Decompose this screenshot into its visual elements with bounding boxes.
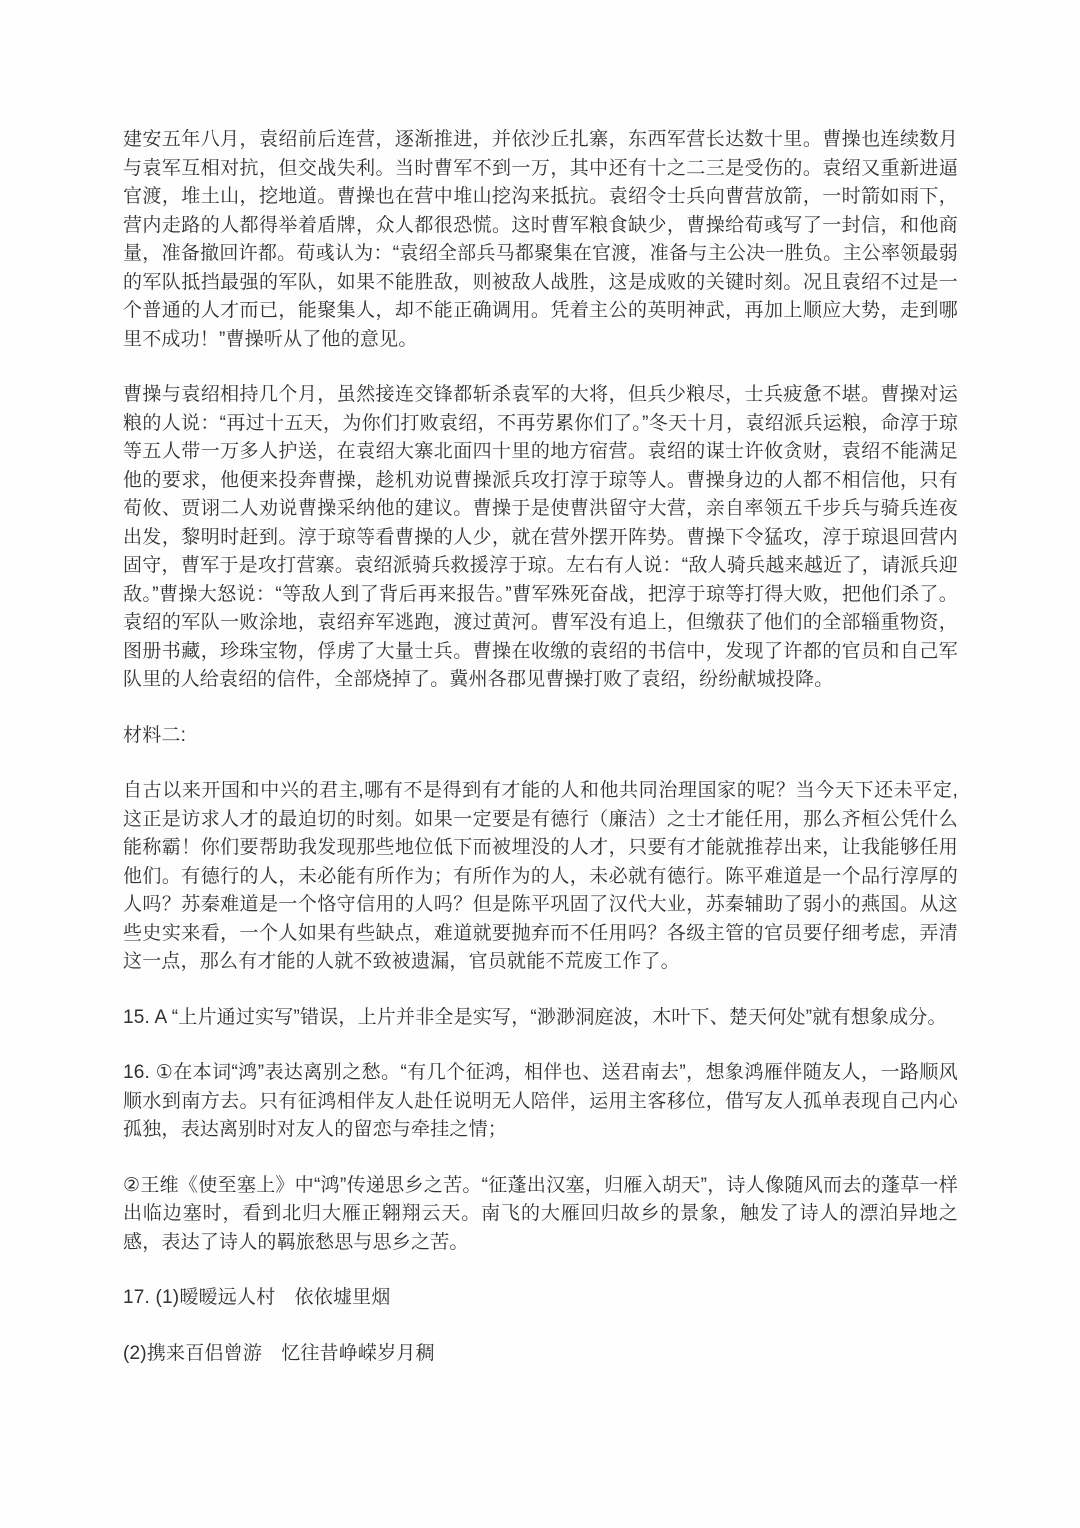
paragraph-material2-body: 自古以来开国和中兴的君主,哪有不是得到有才能的人和他共同治理国家的呢？当今天下还未平定,这正是访求人才的最迫切的时刻。如果一定要是有德行（廉洁）之士才能任用，那么齐桓公凭什么能称霸！你们要帮助我发现那些地位低下而被埋没的人才，只要有才能就推荐出来，让我能够任用他们。有德行的人，未必能有所作为；有所作为的人，未必就有德行。陈平难道是一个品行淳厚的人吗？苏秦难道是一个恪守信用的人吗？但是陈平巩固了汉代大业，苏秦辅助了弱小的燕国。从这些史实来看，一个人如果有些缺点，难道就要抛弃而不任用吗？各级主管的官员要仔细考虑，弄清这一点，那么有才能的人就不致被遗漏，官员就能不荒废工作了。 [123,780,958,972]
material2-heading: 材料二: [123,724,187,746]
answer-item-16-point2: ②王维《使至塞上》中“鸿”传递思乡之苦。“征蓬出汉塞，归雁入胡天”，诗人像随风而去的蓬草一样出临边塞时，看到北归大雁正翱翔云天。南飞的大雁回归故乡的景象，触发了诗人的漂泊异地之感，表达了诗人的羁旅愁思与思乡之苦。 [123,1174,958,1253]
answer-item-16-point1: 16. ①在本词“鸿”表达离别之愁。“有几个征鸿，相伴也、送君南去”，想象鸿雁伴随友人，一路顺风顺水到南方去。只有征鸿相伴友人赴任说明无人陪伴，运用主客移位，借写友人孤单表现自己内心孤独，表达离别时对友人的留恋与牵挂之情； [123,1062,958,1140]
answer-item-17-line1: 17. (1)暧暧远人村 依依墟里烟 [123,1287,391,1308]
paragraph-material1-part2: 曹操与袁绍相持几个月，虽然接连交锋都斩杀袁军的大将，但兵少粮尽，士兵疲惫不堪。曹操对运粮的人说：“再过十五天，为你们打败袁绍，不再劳累你们了。”冬天十月，袁绍派兵运粮，命淳于琼等五人带一万多人护送，在袁绍大寨北面四十里的地方宿营。袁绍的谋士许攸贪财，袁绍不能满足他的要求，他便来投奔曹操，趁机劝说曹操派兵攻打淳于琼等人。曹操身边的人都不相信他，只有荀攸、贾诩二人劝说曹操采纳他的建议。曹操于是使曹洪留守大营，亲自率领五千步兵与骑兵连夜出发，黎明时赶到。淳于琼等看曹操的人少，就在营外摆开阵势。曹操下令猛攻，淳于琼退回营内固守，曹军于是攻打营寨。袁绍派骑兵救援淳于琼。左右有人说：“敌人骑兵越来越近了，请派兵迎敌。”曹操大怒说：“等敌人到了背后再来报告。”曹军殊死奋战，把淳于琼等打得大败，把他们杀了。袁绍的军队一败涂地，袁绍弃军逃跑，渡过黄河。曹军没有追上，但缴获了他们的全部辎重物资，图册书藏，珍珠宝物，俘虏了大量士兵。曹操在收缴的袁绍的书信中，发现了许都的官员和自己军队里的人给袁绍的信件，全部烧掉了。冀州各郡见曹操打败了袁绍，纷纷献城投降。 [123,384,958,690]
paragraph-material1-part1: 建安五年八月，袁绍前后连营，逐渐推进，并依沙丘扎寨，东西军营长达数十里。曹操也连续数月与袁军互相对抗，但交战失利。当时曹军不到一万，其中还有十之二三是受伤的。袁绍又重新进逼官渡，堆土山，挖地道。曹操也在营中堆山挖沟来抵抗。袁绍令士兵向曹营放箭，一时箭如雨下，营内走路的人都得举着盾牌，众人都很恐慌。这时曹军粮食缺少，曹操给荀彧写了一封信，和他商量，准备撤回许都。荀彧认为：“袁绍全部兵马都聚集在官渡，准备与主公决一胜负。主公率领最弱的军队抵挡最强的军队，如果不能胜敌，则被敌人战胜，这是成败的关键时刻。况且袁绍不过是一个普通的人才而已，能聚集人，却不能正确调用。凭着主公的英明神武，再加上顺应大势，走到哪里不成功！”曹操听从了他的意见。 [123,129,958,350]
answer-item-17-line2: (2)携来百侣曾游 忆往昔峥嵘岁月稠 [123,1342,435,1364]
answer-item-15: 15. A “上片通过实写”错误，上片并非全是实写，“渺渺洞庭波，木叶下、楚天何处”就有想象成分。 [123,1006,947,1028]
